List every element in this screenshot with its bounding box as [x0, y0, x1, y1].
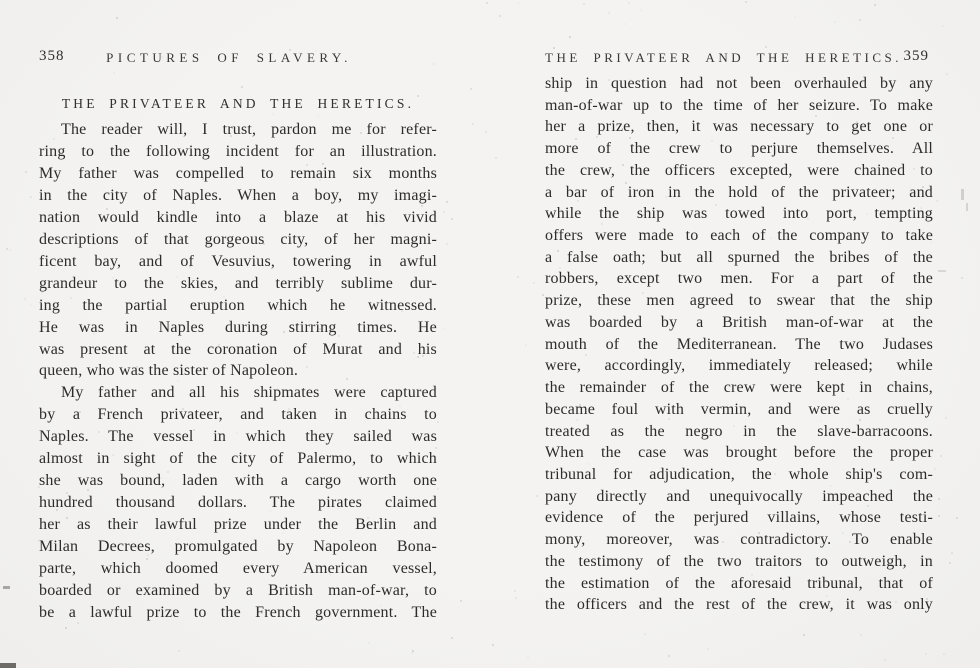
text-line: nation would kindle into a blaze at his vivid — [39, 208, 437, 226]
text-line: The reader will, I trust, pardon me for refer- — [61, 121, 437, 138]
text-line: My father and all his shipmates were captured — [61, 384, 437, 402]
text-line: grandeur to the skies, and terribly sublime dur- — [39, 274, 437, 292]
chapter-heading: THE PRIVATEER AND THE HERETICS. — [61, 96, 415, 111]
text-line: were, accordingly, immediately released; while — [545, 357, 933, 375]
text-line: more of the crew to perjure themselves. All — [545, 140, 933, 158]
text-line: a bar of iron in the hold of the privateer; and — [545, 183, 933, 201]
text-line: He was in Naples during stirring times. He — [39, 318, 437, 336]
text-line: Milan Decrees, promulgated by Napoleon Bona- — [39, 538, 437, 556]
text-line: she was bound, laden with a cargo worth one — [39, 472, 437, 490]
text-line: ficent bay, and of Vesuvius, towering in awful — [39, 252, 437, 270]
text-line: ship in question had not been overhauled by any — [545, 75, 933, 92]
text-line: descriptions of that gorgeous city, of her magni- — [39, 230, 437, 248]
scan-artifact — [966, 203, 968, 211]
text-line: offers were made to each of the company to take — [545, 227, 933, 245]
text-line: became foul with vermin, and were as cruelly — [545, 400, 933, 418]
text-line: mony, moreover, was contradictory. To enable — [545, 531, 933, 549]
text-line: the estimation of the aforesaid tribunal, that of — [545, 574, 933, 592]
text-line: the remainder of the crew were kept in chains, — [545, 379, 933, 397]
text-line: her a prize, then, it was necessary to get one or — [545, 118, 933, 136]
text-line: while the ship was towed into port, tempting — [545, 205, 933, 223]
right-page-number: 359 — [903, 48, 929, 64]
text-line: was boarded by a British man-of-war at the — [545, 313, 933, 331]
scan-artifact — [938, 270, 946, 272]
text-line: When the case was brought before the proper — [545, 444, 933, 462]
text-line: mouth of the Mediterranean. The two Judases — [545, 335, 933, 353]
text-line: almost in sight of the city of Palermo, to which — [39, 450, 437, 468]
right-page-header — [545, 50, 933, 66]
text-line: boarded or examined by a British man-of-war, to — [39, 582, 437, 600]
text-line: by a French privateer, and taken in chains to — [39, 406, 437, 424]
text-line: prize, these men agreed to swear that the ship — [545, 292, 933, 310]
text-line: robbers, except two men. For a part of the — [545, 270, 933, 288]
text-line: Naples. The vessel in which they sailed was — [39, 428, 437, 446]
text-line: My father was compelled to remain six months — [39, 164, 437, 182]
scan-artifact — [3, 586, 10, 589]
scan-artifact — [961, 189, 964, 200]
text-line: parte, which doomed every American vessel, — [39, 560, 437, 578]
text-line: the testimony of the two traitors to outweigh, in — [545, 552, 933, 570]
text-line: a false oath; but all spurned the bribes of the — [545, 248, 933, 266]
text-line: ing the partial eruption which he witnessed. — [39, 296, 437, 314]
text-line: was present at the coronation of Murat and his — [39, 340, 437, 358]
text-line: queen, who was the sister of Napoleon. — [39, 362, 299, 380]
right-running-head: THE PRIVATEER AND THE HERETICS. — [545, 50, 902, 65]
left-running-head: PICTURES OF SLAVERY. — [106, 50, 352, 65]
text-line: her as their lawful prize under the Berlin and — [39, 516, 437, 534]
text-line: tribunal for adjudication, the whole ship's com- — [545, 465, 933, 483]
text-line: hundred thousand dollars. The pirates claimed — [39, 494, 437, 512]
text-line: ring to the following incident for an illustration. — [39, 142, 437, 160]
left-page-header — [39, 50, 437, 66]
text-line: be a lawful prize to the French government. The — [39, 603, 437, 621]
left-page-number: 358 — [39, 48, 65, 64]
text-line: pany directly and unequivocally impeached the — [545, 487, 933, 505]
text-line: evidence of the perjured villains, whose testi- — [545, 509, 933, 527]
text-line: treated as the negro in the slave-barracoons. — [545, 422, 933, 440]
scan-artifact — [0, 663, 16, 668]
left-page-body — [39, 119, 437, 624]
text-line: in the city of Naples. When a boy, my imagi- — [39, 186, 437, 204]
text-line: the officers and the rest of the crew, it was only — [545, 596, 933, 614]
text-line: man-of-war up to the time of her seizure. To make — [545, 96, 933, 114]
text-line: the crew, the officers excepted, were chained to — [545, 161, 933, 179]
right-page-body — [545, 73, 933, 616]
